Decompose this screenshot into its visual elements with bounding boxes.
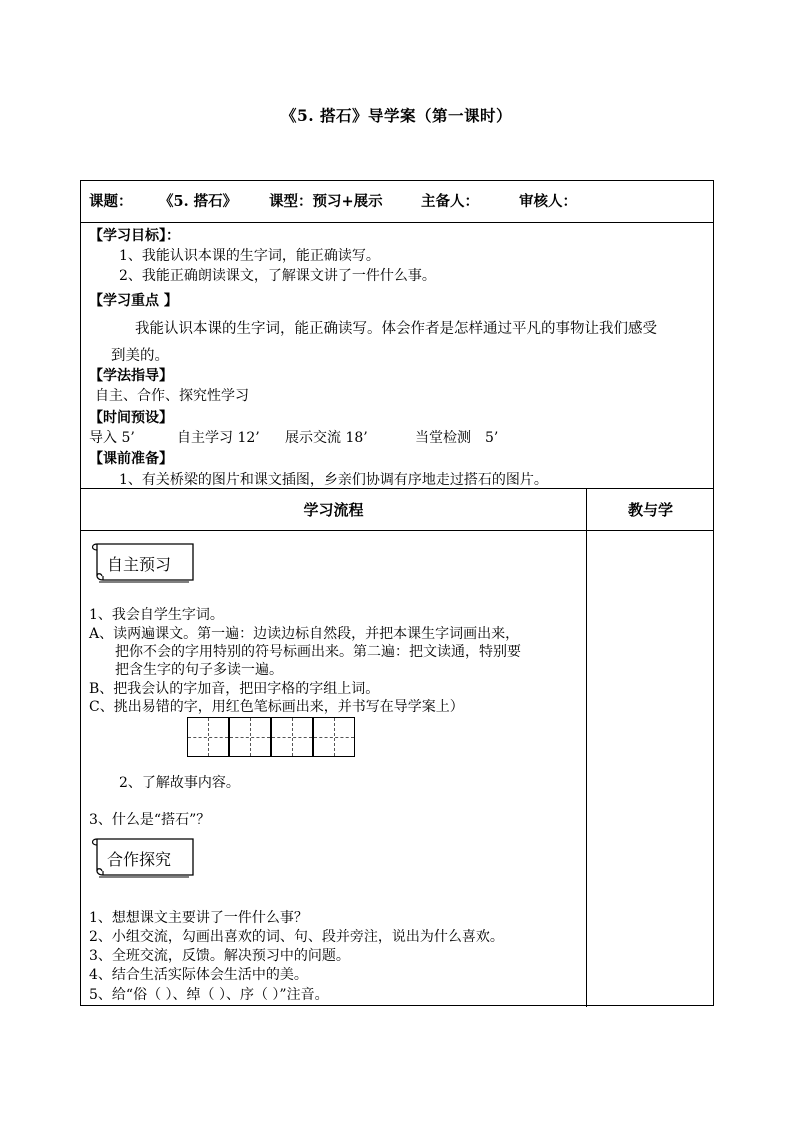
cooperate-title: 合作探究: [107, 850, 172, 869]
cooperate-scroll: [89, 835, 197, 877]
writing-grid: [187, 717, 359, 757]
key-points-heading: 【学习重点 】: [89, 293, 178, 309]
self-study-b-line: B、把我会认的字加音，把田字格的字组上词。: [89, 681, 380, 697]
prep-text: 1、有关桥梁的图片和课文插图，乡亲们协调有序地走过搭石的图片。: [119, 472, 548, 488]
row-divider: [81, 530, 713, 531]
method-heading: 【学法指导】: [89, 368, 173, 384]
document-title: 《5. 搭石》导学案（第一课时）: [280, 106, 513, 125]
topic-value: 《5. 搭石》: [159, 193, 238, 210]
reviewer-label: 审核人：: [519, 193, 577, 210]
key-points-line: 我能认识本课的生字词，能正确读写。体会作者是怎样通过平凡的事物让我们感受: [135, 321, 657, 337]
time-item: 自主学习 12’: [177, 430, 260, 446]
objectives-heading: 【学习目标】：: [89, 228, 180, 244]
time-item: 当堂检测 5’: [415, 430, 499, 446]
method-text: 自主、合作、探究性学习: [95, 388, 249, 404]
time-item: 导入 5’: [89, 430, 135, 446]
grid-cell[interactable]: [271, 717, 313, 757]
grid-cell[interactable]: [187, 717, 229, 757]
self-study-c-line: C、挑出易错的字，用红色笔标画出来，并书写在导学案上）: [89, 699, 464, 715]
cooperate-item: 3、全班交流，反馈。解决预习中的问题。: [89, 948, 350, 964]
preparer-label: 主备人：: [421, 193, 479, 210]
lesson-type: 课型：预习+展示: [269, 193, 383, 210]
self-study-q2: 2、了解故事内容。: [119, 775, 240, 791]
self-study-a-line: 把你不会的字用特别的符号标画出来。第二遍：把文读通，特别要: [115, 644, 521, 660]
grid-cell[interactable]: [229, 717, 271, 757]
self-study-q3: 3、什么是“搭石”？: [89, 812, 211, 828]
prep-heading: 【课前准备】: [89, 451, 173, 467]
row-divider: [81, 488, 713, 489]
key-points-line: 到美的。: [111, 348, 169, 364]
objective-item: 1、我能认识本课的生字词，能正确读写。: [119, 248, 380, 264]
row-divider: [81, 222, 713, 223]
self-study-a-line: A、读两遍课文。第一遍：边读边标自然段，并把本课生字词画出来，: [89, 626, 520, 642]
cooperate-item: 1、想想课文主要讲了一件什么事？: [89, 910, 308, 926]
column-divider: [586, 488, 587, 1007]
objective-item: 2、我能正确朗读课文，了解课文讲了一件什么事。: [119, 268, 436, 284]
teach-header: 教与学: [627, 501, 673, 519]
info-row: [89, 190, 705, 212]
cooperate-item: 2、小组交流，勾画出喜欢的词、句、段并旁注，说出为什么喜欢。: [89, 929, 504, 945]
topic-label: 课题：: [89, 193, 133, 210]
self-study-title: 自主预习: [107, 555, 172, 574]
time-heading: 【时间预设】: [89, 410, 173, 426]
cooperate-item: 4、结合生活实际体会生活中的美。: [89, 967, 308, 983]
lesson-plan-table: [80, 180, 714, 1006]
self-study-scroll: [89, 540, 197, 582]
flow-header: 学习流程: [303, 501, 364, 519]
self-study-a-line: 把含生字的句子多读一遍。: [115, 662, 283, 678]
grid-cell[interactable]: [313, 717, 355, 757]
time-item: 展示交流 18’: [285, 430, 368, 446]
self-study-q1: 1、我会自学生字词。: [89, 607, 224, 623]
cooperate-item: 5、给“俗（ ）、绰（ ）、序（ ）”注音。: [89, 987, 329, 1003]
